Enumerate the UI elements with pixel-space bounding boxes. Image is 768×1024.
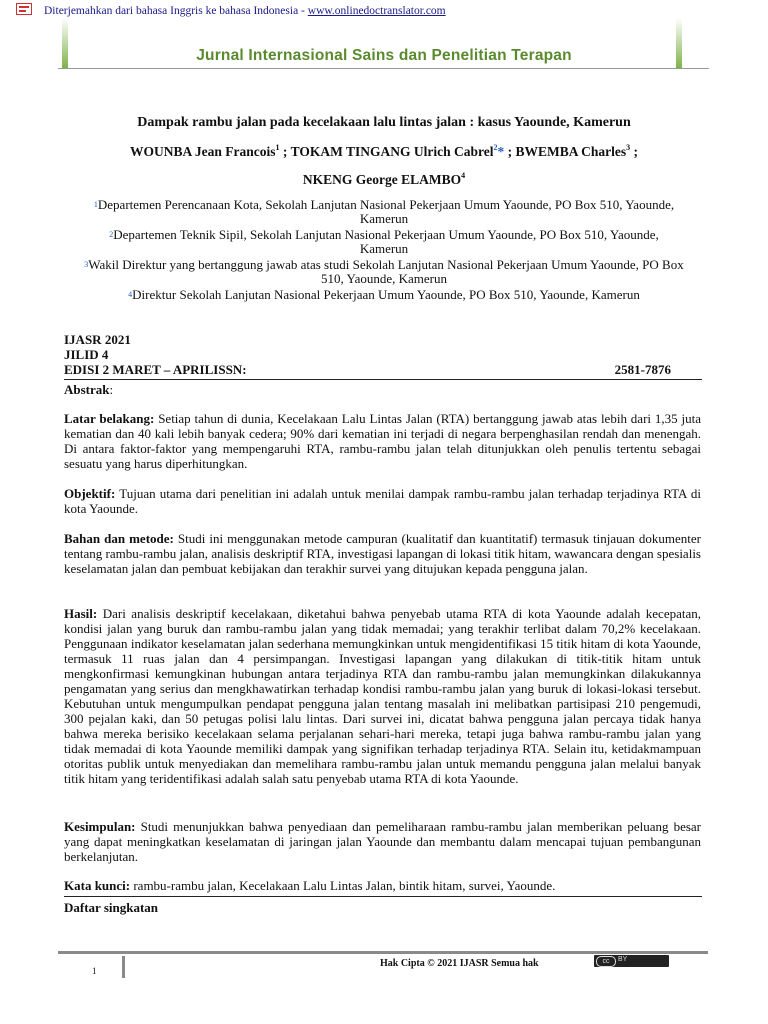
author-2: TOKAM TINGANG Ulrich Cabrel	[290, 144, 494, 159]
paper-title: Dampak rambu jalan pada kecelakaan lalu lintas jalan : kasus Yaounde, Kamerun	[137, 115, 631, 130]
keywords-divider	[64, 896, 702, 897]
affiliation-number: 3	[84, 260, 89, 269]
author-1: WOUNBA Jean Francois	[130, 144, 276, 159]
section-text: Setiap tahun di dunia, Kecelakaan Lalu Lintas Jalan (RTA) bertanggung jawab atas lebih dari 1,35 juta kematian dan 40 kali lebih banyak cedera; 90% dari kematian ini terjadi di negara berpenghasilan rendah dan menengah. Di antara faktor-faktor yang mempengaruhi RTA, rambu-rambu jalan telah ditunjukkan oleh penulis tertentu sebagai sesuatu yang harus diperhitungkan.	[64, 411, 701, 471]
section-label: Latar belakang:	[64, 411, 155, 426]
affiliation-text: Direktur Sekolah Lanjutan Nasional Pekerjaan Umum Yaounde, PO Box 510, Yaounde, Kamerun	[132, 287, 640, 302]
section-label: Kesimpulan:	[64, 819, 136, 834]
section-text: Studi ini menggunakan metode campuran (kualitatif dan kuantitatif) termasuk tinjauan dokumenter tentang rambu-rambu jalan, analisis deskriptif RTA, investigasi lapangan di lokasi titik hitam, wawancara dengan spesialis keselamatan jalan dan pembuat kebijakan dan terakhir survei yang ditujukan kepada pengguna jalan.	[64, 531, 701, 576]
page-number: 1	[92, 966, 97, 976]
footer-separator	[122, 956, 125, 978]
affiliation-text: Departemen Teknik Sipil, Sekolah Lanjutan Nasional Pekerjaan Umum Yaounde, PO Box 510, Yaounde, Kamerun	[113, 227, 659, 256]
section-label: Bahan dan metode:	[64, 531, 174, 546]
abstract-heading	[64, 382, 113, 398]
section-label: Kata kunci:	[64, 878, 131, 893]
section-text: Tujuan utama dari penelitian ini adalah untuk menilai dampak rambu-rambu jalan terhadap terjadinya RTA di kota Yaounde.	[64, 486, 702, 516]
abstract-conclusion	[64, 819, 701, 864]
author-1-affil: 1	[275, 143, 280, 152]
affiliation-3	[84, 258, 684, 286]
affiliation-2	[84, 228, 684, 256]
abstract-keywords	[64, 878, 701, 893]
author-2-affil: 2	[493, 143, 498, 152]
corresponding-author-mark: *	[497, 144, 505, 159]
author-4: NKENG George ELAMBO	[302, 172, 462, 187]
translation-banner	[0, 0, 768, 22]
footer-copyright: Hak Cipta © 2021 IJASR Semua hak	[380, 958, 539, 969]
abstract-methods	[64, 531, 701, 576]
translator-link[interactable]: www.onlinedoctranslator.com	[307, 5, 446, 17]
author-separator: ;	[630, 144, 638, 159]
abstract-heading-label: Abstrak	[64, 382, 110, 397]
abstract-results	[64, 606, 701, 786]
author-separator: ;	[504, 144, 516, 159]
section-label: Hasil:	[64, 606, 98, 621]
section-label: Objektif:	[64, 486, 116, 501]
author-3-affil: 3	[626, 143, 631, 152]
cc-icon: cc	[596, 956, 616, 967]
abstract-heading-colon: :	[109, 382, 114, 397]
section-text: Studi menunjukkan bahwa penyediaan dan pemeliharaan rambu-rambu jalan memberikan peluang besar yang dapat meningkatkan keselamatan di jaringan jalan Yaounde dan membantu dalam mencapai tujuan pembangunan berkelanjutan.	[64, 819, 701, 864]
affiliation-number: 1	[93, 200, 98, 209]
affiliation-4	[84, 288, 684, 302]
affiliation-number: 2	[109, 230, 114, 239]
journal-volume: JILID 4	[64, 347, 109, 362]
cc-license-badge[interactable]	[594, 955, 669, 967]
author-separator: ;	[279, 144, 291, 159]
footer-divider	[58, 951, 708, 954]
journal-issue: EDISI 2 MARET – APRILISSN:	[64, 362, 247, 377]
author-3: BWEMBA Charles	[515, 144, 627, 159]
authors-line-1	[0, 144, 768, 160]
meta-divider	[64, 379, 702, 380]
author-4-affil: 4	[461, 171, 466, 180]
journal-title: Jurnal Internasional Sains dan Penelitian Terapan	[196, 47, 572, 64]
abbreviations-heading: Daftar singkatan	[64, 900, 159, 915]
affiliation-text: Departemen Perencanaan Kota, Sekolah Lanjutan Nasional Pekerjaan Umum Yaounde, PO Box 510, Yaounde, Kamerun	[97, 197, 675, 226]
journal-year: IJASR 2021	[64, 332, 131, 347]
header-divider	[58, 68, 709, 69]
translation-text	[44, 5, 446, 17]
abstract-objective	[64, 486, 701, 516]
affiliation-1	[84, 198, 684, 226]
affiliation-number: 4	[128, 290, 133, 299]
by-icon: BY	[618, 956, 628, 963]
section-text: Dari analisis deskriptif kecelakaan, diketahui bahwa penyebab utama RTA di kota Yaounde adalah kecepatan, kondisi jalan yang buruk dan rambu-rambu jalan yang tidak memadai; yang terakhir terlibat dalam 70,2% kecelakaan. Penggunaan indikator keselamatan jalan sederhana memungkinkan untuk mengidentifikasi 15 titik hitam di kota Yaounde, termasuk 11 ruas jalan dan 4 persimpangan. Investigasi lapangan yang dilakukan di titik-titik hitam untuk mengkonfirmasi kemungkinan hubungan antara terjadinya RTA dan rambu-rambu jalan memungkinkan dilakukannya pengamatan yang serius dan mengkhawatirkan terhadap kondisi rambu-rambu jalan yang buruk di lokasi-lokasi tersebut. Kebutuhan untuk mengumpulkan pendapat pengguna jalan tentang masalah ini melibatkan partisipasi 210 pengemudi, 300 pejalan kaki, dan 50 petugas polisi lalu lintas. Dari survei ini, dicatat bahwa pengguna jalan percaya tidak hanya bahwa mereka berisiko kecelakaan selama perjalanan sehari-hari mereka, tetapi juga bahwa rambu-rambu jalan yang tidak memadai di kota Yaounde memiliki dampak yang signifikan terhadap terjadinya RTA. Selain itu, ketidakmampuan otoritas publik untuk menyediakan dan memelihara rambu-rambu jalan untuk memandu pengguna jalan melalui banyak titik hitam yang teridentifikasi adalah salah satu penyebab utama RTA di kota Yaounde.	[64, 606, 701, 786]
issn-number: 2581-7876	[614, 362, 671, 377]
authors-line-2	[0, 172, 768, 188]
affiliation-text: Wakil Direktur yang bertanggung jawab atas studi Sekolah Lanjutan Nasional Pekerjaan Umum Yaounde, PO Box 510, Yaounde, Kamerun	[88, 257, 684, 286]
section-text: rambu-rambu jalan, Kecelakaan Lalu Lintas Jalan, bintik hitam, survei, Yaounde.	[133, 878, 556, 893]
translation-label: Diterjemahkan dari bahasa Inggris ke bahasa Indonesia -	[44, 5, 308, 17]
translator-icon	[16, 3, 32, 15]
abstract-background	[64, 411, 701, 471]
